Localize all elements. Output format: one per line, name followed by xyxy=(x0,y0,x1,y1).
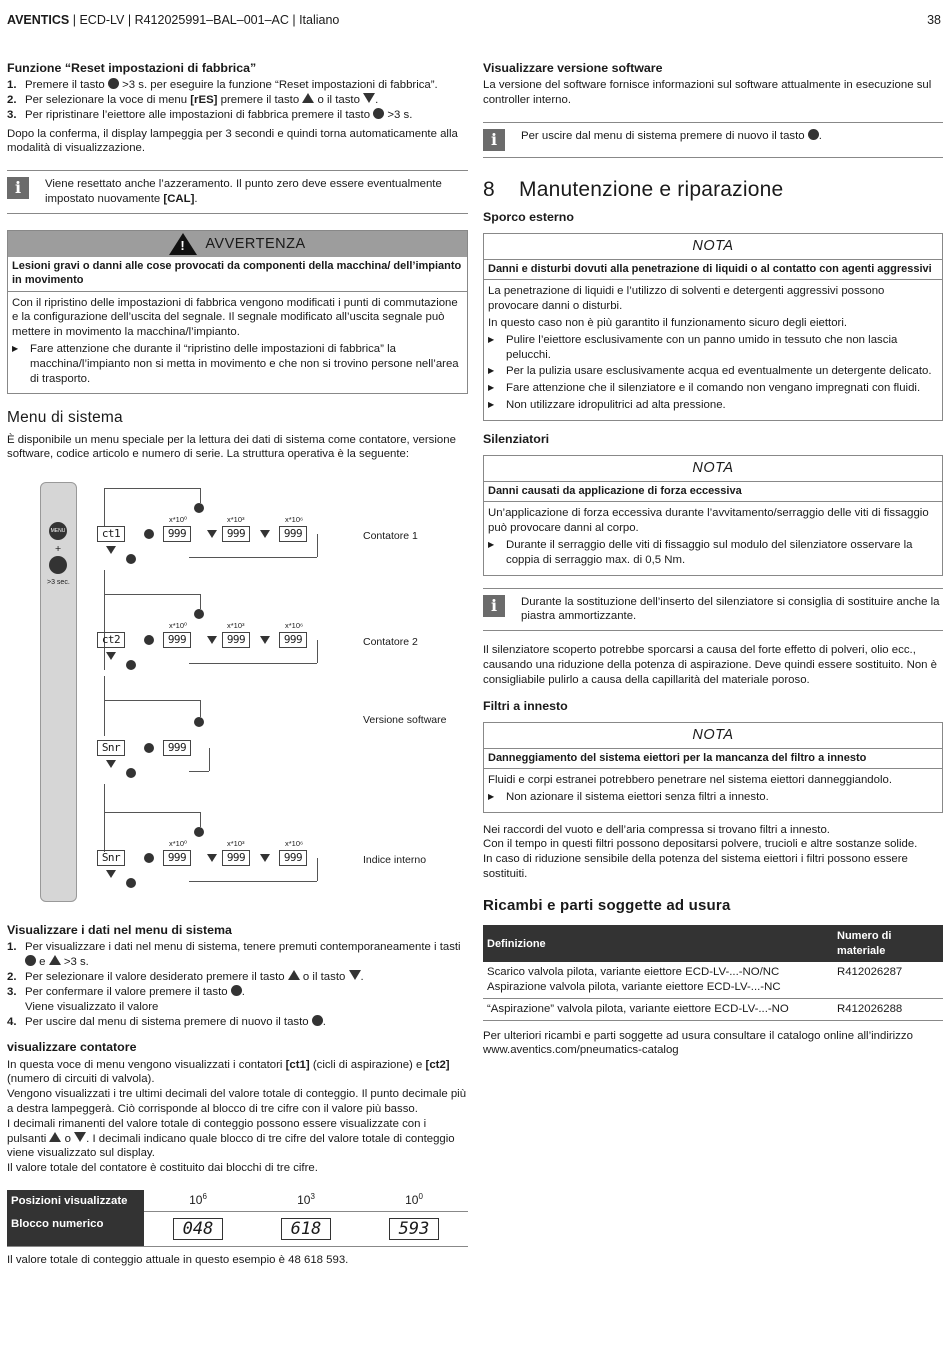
warning-subtitle: Lesioni gravi o danni alle cose provocati da componenti della macchina/ dell’impianto in movimento xyxy=(8,257,467,292)
note-header: NOTA xyxy=(484,723,942,749)
menu-button-icon xyxy=(194,717,204,727)
hold-label: >3 sec. xyxy=(47,579,70,587)
header-doc-info: AVENTICS | ECD-LV | R412025991–BAL–001–AC | Italiano xyxy=(7,13,340,27)
digit-display: 999 xyxy=(163,632,191,648)
note-header: NOTA xyxy=(484,234,942,260)
down-arrow-icon xyxy=(106,760,116,768)
note-text: La penetrazione di liquidi e l’utilizzo di solventi e detergenti aggressivi possono provocare danni o disturbi. xyxy=(488,285,885,313)
view-title: Visualizzare i dati nel menu di sistema xyxy=(7,923,232,938)
silencer-info-box xyxy=(483,588,943,632)
parts-title: Ricambi e parti soggette ad usura xyxy=(483,896,731,914)
sw-title: Visualizzare versione software xyxy=(483,61,663,75)
note-bullet: ▶ Fare attenzione che il silenziatore e il comando non vengano impregnati con fluidi. xyxy=(488,382,921,395)
exponent-label: x*10⁰ xyxy=(169,621,188,631)
snr-display: Snr xyxy=(97,850,125,866)
warning-triangle-icon: ! xyxy=(169,233,197,255)
counter-table xyxy=(7,1190,468,1247)
silencer-note-box xyxy=(483,455,943,575)
menu-button-icon xyxy=(194,609,204,619)
menu-button-icon xyxy=(126,554,136,564)
note-bullet: ▶ Pulire l’eiettore esclusivamente con un panno umido in tessuto che non lascia pelucchi. xyxy=(488,333,898,361)
counter-p2: Vengono visualizzati i tre ultimi decimali del valore totale di conteggio. Il punto decimale più a destra lampeggerà. Ciò corrisponde al blocco di tre cifre con il valore più basso. xyxy=(7,1088,467,1115)
parts-col-material: Numero di materiale xyxy=(833,925,943,962)
enter-button-icon xyxy=(373,108,384,119)
info-text: Per uscire dal menu di sistema premere di nuovo il tasto . xyxy=(521,129,822,142)
lcd-block: 048 xyxy=(173,1218,223,1240)
info-text: Durante la sostituzione dell’inserto del silenziatore si consiglia di sostituire anche la piastra ammortizzante. xyxy=(521,595,940,623)
parts-table xyxy=(483,925,943,1020)
digit-display: 999 xyxy=(279,526,307,542)
note-header: NOTA xyxy=(484,456,942,482)
block-cell xyxy=(360,1211,468,1246)
system-menu-diagram xyxy=(7,482,468,912)
digit-display: 999 xyxy=(279,850,307,866)
down-arrow-icon xyxy=(106,652,116,660)
digit-display: 999 xyxy=(163,740,191,756)
silencer-title: Silenziatori xyxy=(483,431,550,446)
menu-button-icon xyxy=(808,129,819,140)
exponent-label: x*10⁶ xyxy=(285,621,304,631)
down-arrow-icon xyxy=(260,530,270,538)
list-item: 4. Per uscire dal menu di sistema premere di nuovo il tasto . xyxy=(7,1015,326,1028)
down-arrow-icon xyxy=(363,93,375,103)
row-label-internal-index: Indice interno xyxy=(363,854,427,867)
digit-display: 999 xyxy=(279,632,307,648)
info-icon: i xyxy=(7,177,29,199)
snr-display: Snr xyxy=(97,740,125,756)
filters-after-3: In caso di riduzione sensibile della potenza del sistema eiettori i filtri possono essere sostituiti. xyxy=(483,853,908,881)
block-cell xyxy=(144,1211,252,1246)
lcd-block: 618 xyxy=(281,1218,331,1240)
sw-body: La versione del software fornisce informazioni sul software attualmente in esecuzione sul controller interno. xyxy=(483,79,932,106)
reset-steps xyxy=(7,78,468,122)
menu-button-icon xyxy=(194,827,204,837)
note-bullet: ▶ Non utilizzare idropulitrici ad alta pressione. xyxy=(488,399,726,412)
reset-title: Funzione “Reset impostazioni di fabbrica” xyxy=(7,61,257,75)
lcd-block: 593 xyxy=(389,1218,439,1240)
list-item: 3. Per ripristinare l’eiettore alle impostazioni di fabbrica premere il tasto >3 s. xyxy=(7,108,413,121)
sw-info-box xyxy=(483,122,943,158)
list-item: 2. Per selezionare il valore desiderato premere il tasto o il tasto . xyxy=(7,971,364,984)
reset-after-text: Dopo la conferma, il display lampeggia per 3 secondi e quindi torna automaticamente alla modalità di visualizzazione. xyxy=(7,127,458,155)
enter-button-icon xyxy=(144,529,154,539)
exponent-label: x*10⁰ xyxy=(169,839,188,849)
down-arrow-icon xyxy=(74,1132,86,1142)
enter-button-icon xyxy=(144,635,154,645)
note-bullet: ▶ Per la pulizia usare esclusivamente acqua ed eventualmente un detergente delicato. xyxy=(488,365,932,378)
up-arrow-icon xyxy=(288,970,300,980)
counter-example: Il valore totale di conteggio attuale in questo esempio è 48 618 593. xyxy=(7,1253,349,1266)
warning-header: ! AVVERTENZA xyxy=(8,231,467,257)
page-header xyxy=(7,12,941,28)
menu-button-icon xyxy=(108,78,119,89)
plus-sign: + xyxy=(55,543,62,556)
position-cell: $10^0$ xyxy=(360,1190,468,1211)
table-row: Scarico valvola pilota, variante eiettore ECD-LV-...-NO/NC Aspirazione valvola pilota, variante eiettore ECD-LV-...-NC R412026287 xyxy=(483,962,943,998)
position-cell: $10^6$ xyxy=(144,1190,252,1211)
menu-section-title: Menu di sistema xyxy=(7,409,123,427)
list-item: 2. Per selezionare la voce di menu [rES] premere il tasto o il tasto . xyxy=(7,93,379,106)
ct2-display: ct2 xyxy=(97,632,125,648)
down-arrow-icon xyxy=(106,546,116,554)
digit-display: 999 xyxy=(163,850,191,866)
position-cell: $10^3$ xyxy=(252,1190,360,1211)
note-subtitle: Danni causati da applicazione di forza eccessiva xyxy=(484,482,942,502)
counter-p4: Il valore totale del contatore è costituito dai blocchi di tre cifre. xyxy=(7,1162,318,1175)
list-item: 3. Per confermare il valore premere il tasto . Viene visualizzato il valore xyxy=(7,985,245,1013)
exponent-label: x*10⁰ xyxy=(169,515,188,525)
warning-body: Con il ripristino delle impostazioni di fabbrica vengono modificati i punti di commutazione e la configurazione dell’uscita del segnale. Il segnale modificato all’uscita segnale può mettere in movimento la macchina/l’impianto. xyxy=(12,296,458,339)
maintenance-title: 8 Manutenzione e riparazione xyxy=(483,177,784,201)
note-subtitle: Danneggiamento del sistema eiettori per la mancanza del filtro a innesto xyxy=(484,749,942,769)
table-header-cell: Posizioni visualizzate Blocco numerico xyxy=(7,1190,144,1246)
up-arrow-icon xyxy=(49,955,61,965)
list-item: 1. Premere il tasto >3 s. per eseguire la funzione “Reset impostazioni di fabbrica”. xyxy=(7,79,438,92)
enter-button-icon xyxy=(144,853,154,863)
down-arrow-icon xyxy=(349,970,361,980)
down-arrow-icon xyxy=(260,636,270,644)
down-arrow-icon xyxy=(106,870,116,878)
table-row: “Aspirazione” valvola pilota, variante eiettore ECD-LV-...-NO R412026288 xyxy=(483,998,943,1020)
note-bullet: ▶ Non azionare il sistema eiettori senza filtri a innesto. xyxy=(488,790,769,803)
note-text: Fluidi e corpi estranei potrebbero penetrare nel sistema eiettori danneggiandolo. xyxy=(488,773,892,786)
parts-col-definition: Definizione xyxy=(483,925,833,962)
menu-intro: È disponibile un menu speciale per la lettura dei dati di sistema come contatore, versione software, codice articolo e numero di serie. La struttura operativa è la seguente: xyxy=(7,433,456,461)
ct1-display: ct1 xyxy=(97,526,125,542)
exponent-label: x*10³ xyxy=(227,621,245,631)
silencer-after: Il silenziatore scoperto potrebbe sporcarsi a causa del forte effetto di polveri, olio ecc., causando una riduzione della potenza di aspirazione. Deve quindi essere sostituito. Non è consigliabile pulirlo a causa della capillarità del materiale poroso. xyxy=(483,644,938,686)
filters-note-box xyxy=(483,722,943,813)
menu-button-icon xyxy=(126,660,136,670)
menu-button-icon xyxy=(126,768,136,778)
info-icon: i xyxy=(483,595,505,617)
row-label-software-version: Versione software xyxy=(363,714,447,727)
filters-after-1: Nei raccordi del vuoto e dell’aria compressa si trovano filtri a innesto. xyxy=(483,823,830,836)
warning-bullet: ▶ Fare attenzione che durante il “ripristino delle impostazioni di fabbrica” la macchina/l’impianto non si metta in movimento e che non si trovino persone nell’area di trasporto. xyxy=(12,343,459,385)
digit-display: 999 xyxy=(222,850,250,866)
row-label-counter2: Contatore 2 xyxy=(363,636,418,649)
filters-title: Filtri a innesto xyxy=(483,698,568,713)
note-bullet: ▶ Durante il serraggio delle viti di fissaggio sul modulo del silenziatore osservare la coppia di serraggio max. di 0,5 Nm. xyxy=(488,538,913,566)
right-column xyxy=(483,60,943,1058)
digit-display: 999 xyxy=(222,526,250,542)
counter-p1: In questa voce di menu vengono visualizzati i contatori [ct1] (cicli di aspirazione) e [ct2] (numero di circuiti di valvola). xyxy=(7,1058,450,1086)
up-arrow-icon xyxy=(49,1132,61,1142)
left-column xyxy=(7,60,468,1268)
menu-button-icon xyxy=(25,955,36,966)
down-arrow-icon xyxy=(207,854,217,862)
digit-display: 999 xyxy=(222,632,250,648)
down-arrow-icon xyxy=(260,854,270,862)
note-subtitle: Danni e disturbi dovuti alla penetrazione di liquidi o al contatto con agenti aggressivi xyxy=(484,260,942,280)
block-cell xyxy=(252,1211,360,1246)
info-icon: i xyxy=(483,129,505,151)
info-text: Viene resettato anche l’azzeramento. Il punto zero deve essere eventualmente impostato nuovamente [CAL]. xyxy=(45,178,442,206)
exponent-label: x*10³ xyxy=(227,515,245,525)
enter-button-icon xyxy=(231,985,242,996)
menu-button-icon xyxy=(194,503,204,513)
dirt-title: Sporco esterno xyxy=(483,210,574,225)
reset-info-box xyxy=(7,170,468,214)
menu-button-icon xyxy=(312,1015,323,1026)
filters-after-2: Con il tempo in questi filtri possono depositarsi polvere, trucioli e altre sostanze solide. xyxy=(483,838,918,851)
digit-display: 999 xyxy=(163,526,191,542)
counter-title: visualizzare contatore xyxy=(7,1040,137,1055)
page-number: 38 xyxy=(927,13,941,27)
view-steps xyxy=(7,940,468,1029)
menu-button-icon: MENU xyxy=(49,522,67,540)
note-text: Un’applicazione di forza eccessiva durante l’avvitamento/serraggio delle viti di fissaggio può provocare danni al corpo. xyxy=(488,507,929,535)
exponent-label: x*10³ xyxy=(227,839,245,849)
exponent-label: x*10⁶ xyxy=(285,839,304,849)
note-text: In questo caso non è più garantito il funzionamento sicuro degli eiettori. xyxy=(488,317,848,329)
list-item: 1. Per visualizzare i dati nel menu di sistema, tenere premuti contemporaneamente i tasti e >3 s. xyxy=(7,941,461,969)
parts-footer: Per ulteriori ricambi e parti soggette ad usura consultare il catalogo online all’indirizzo www.aventics.com/pneumatics-catalog xyxy=(483,1029,913,1057)
warning-box xyxy=(7,230,468,395)
down-arrow-icon xyxy=(207,636,217,644)
counter-p3: I decimali rimanenti del valore totale di conteggio possono essere visualizzate con i pulsanti o . I decimali indicano quale blocco di tre cifre del valore totale di conteggio viene visualizzato sul display. xyxy=(7,1117,455,1160)
menu-button-icon xyxy=(126,878,136,888)
enter-button-icon xyxy=(144,743,154,753)
row-label-counter1: Contatore 1 xyxy=(363,530,418,543)
up-arrow-icon xyxy=(302,93,314,103)
down-arrow-icon xyxy=(207,530,217,538)
dirt-note-box xyxy=(483,233,943,421)
exponent-label: x*10⁶ xyxy=(285,515,304,525)
